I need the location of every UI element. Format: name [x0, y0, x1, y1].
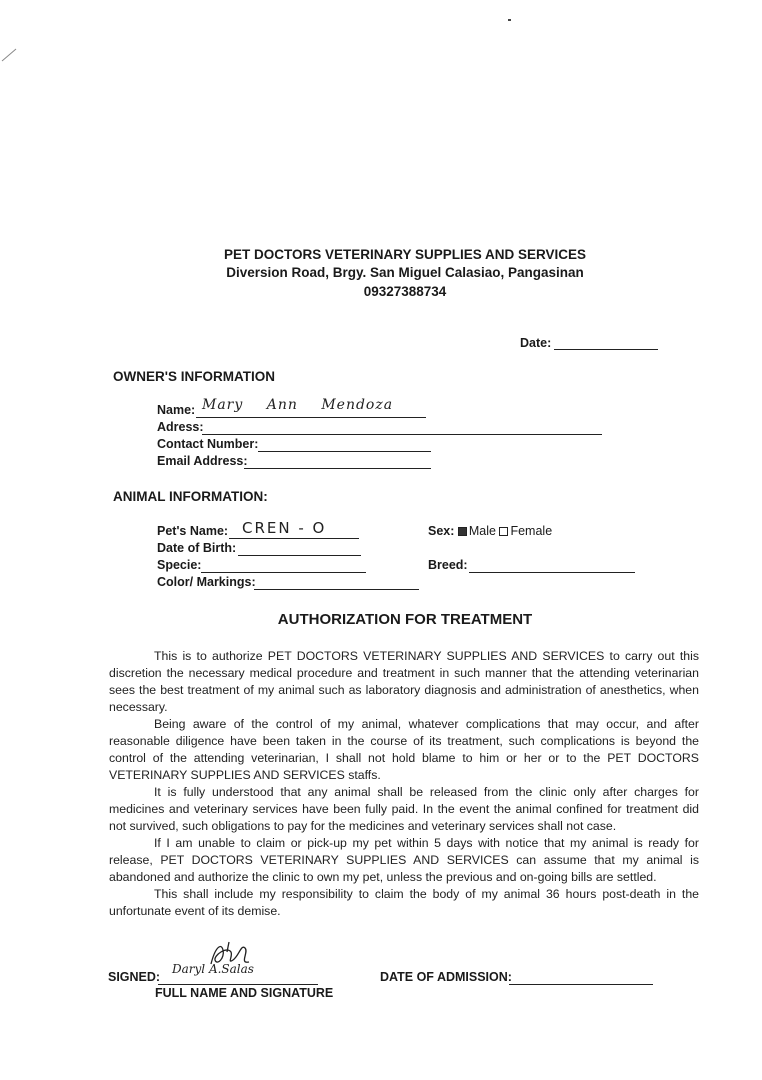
sex-female-label: Female — [510, 524, 553, 538]
email-label: Email Address: — [157, 454, 248, 468]
specie-field[interactable] — [201, 572, 366, 573]
authorization-paragraph: If I am unable to claim or pick-up my pet within 5 days with notice that my animal is ready for release, PET DOCTORS VETERINARY SUPPLIES AND SERVICES can assume that my animal is abandoned and authorize the clinic to own my pet, unless the previous and on-going bills are settled. — [109, 836, 699, 884]
date-of-admission-field[interactable] — [509, 984, 653, 985]
full-name-signature-caption: FULL NAME AND SIGNATURE — [155, 986, 334, 1000]
authorization-paragraph: This shall include my responsibility to claim the body of my animal 36 hours post-death in the unfortunate event of its demise. — [109, 887, 699, 918]
breed-label: Breed: — [428, 558, 468, 572]
authorization-paragraph: Being aware of the control of my animal, whatever complications that may occur, and after reasonable diligence have been taken in the course of its treatment, such complications is beyond the control of the attending veterinarian, I shall not hold blame to him or her or to the PET DOCTORS VETERINARY SUPPLIES AND SERVICES staffs. — [109, 717, 699, 782]
clinic-name: PET DOCTORS VETERINARY SUPPLIES AND SERVICES — [223, 247, 587, 262]
scan-dot — [508, 19, 511, 21]
breed-field[interactable] — [469, 572, 635, 573]
color-markings-field[interactable] — [254, 589, 419, 590]
owner-name-label: Name: — [157, 403, 196, 417]
pet-name-label: Pet's Name: — [157, 524, 229, 538]
sex-female-checkbox[interactable] — [499, 527, 508, 536]
contact-number-field[interactable] — [258, 451, 431, 452]
date-of-admission-label: DATE OF ADMISSION: — [380, 970, 512, 984]
dob-label: Date of Birth: — [157, 541, 237, 555]
sex-male-checkbox[interactable] — [458, 527, 467, 536]
date-label: Date: — [520, 336, 552, 350]
sex-field — [428, 524, 552, 538]
animal-section-title: ANIMAL INFORMATION: — [113, 489, 268, 504]
authorization-body — [109, 648, 699, 920]
owner-address-field[interactable] — [202, 434, 602, 435]
contact-number-label: Contact Number: — [157, 437, 259, 451]
scan-mark — [0, 45, 20, 65]
signature-initials-mark — [205, 938, 255, 972]
dob-field[interactable] — [238, 555, 361, 556]
authorization-paragraph: It is fully understood that any animal shall be released from the clinic only after charges for medicines and veterinary services have been fully paid. In the event the animal confined for treatment did not survived, such obligations to pay for the medicines and veterinary services shall not case. — [109, 785, 699, 833]
owner-section-title: OWNER'S INFORMATION — [113, 369, 275, 384]
signature-name-handwritten: Daryl A.Salas — [172, 962, 254, 976]
color-markings-label: Color/ Markings: — [157, 575, 256, 589]
pet-name-handwritten: CREN - O — [242, 519, 327, 537]
email-field[interactable] — [244, 468, 431, 469]
specie-label: Specie: — [157, 558, 202, 572]
owner-name-handwritten: Mary Ann Mendoza — [202, 397, 394, 413]
authorization-title: AUTHORIZATION FOR TREATMENT — [277, 611, 533, 628]
signature-field[interactable] — [158, 984, 318, 985]
sex-male-label: Male — [468, 524, 496, 538]
signed-label: SIGNED: — [108, 970, 161, 984]
authorization-paragraph: This is to authorize PET DOCTORS VETERINARY SUPPLIES AND SERVICES to carry out this discretion the necessary medical procedure and treatment in such manner that the attending veterinarian sees the best treatment of my animal such as laboratory diagnosis and administration of anesthetics, when necessary. — [109, 649, 699, 714]
date-field[interactable] — [554, 349, 658, 350]
clinic-phone: 09327388734 — [363, 284, 447, 299]
owner-name-field[interactable] — [196, 417, 426, 418]
sex-label: Sex: — [428, 524, 455, 538]
clinic-address: Diversion Road, Brgy. San Miguel Calasiao, Pangasinan — [226, 265, 584, 280]
owner-address-label: Adress: — [157, 420, 204, 434]
pet-name-field[interactable] — [229, 538, 359, 539]
